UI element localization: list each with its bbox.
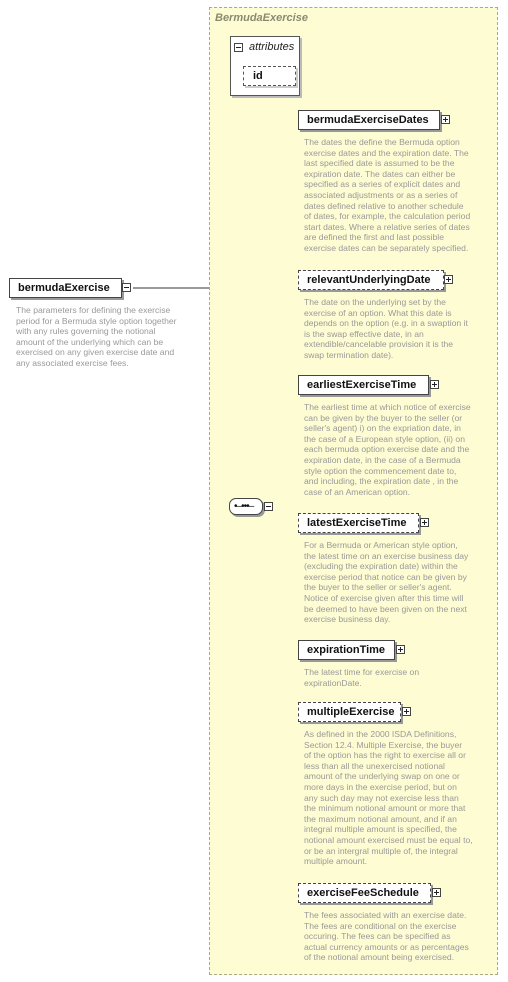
- attribute-id[interactable]: id: [243, 66, 296, 86]
- root-element-doc: The parameters for defining the exercise period for a Bermuda style option together with any rules governing the notional amount of the underlying which can be exercised on any given exercise date and any associated exercise fees.: [16, 305, 177, 368]
- attributes-label: attributes: [249, 41, 295, 53]
- element-doc: The latest time for exercise on expirationDate.: [304, 667, 420, 688]
- element-doc: The fees associated with an exercise date. The fees are conditional on the exercise occuring. The fees can be specified as actual currency amounts or as percentages of the notional amount being exercised.: [304, 910, 469, 963]
- element-doc: The earliest time at which notice of exercise can be given by the buyer to the seller (or seller's agent) i) on the expriation date, in the case of a European style option, (ii) on each bermuda option exercise date and the expiration date, in the case of a Bermuda style option the commencement date to, and including, the expiration date , in the case of an American option.: [304, 402, 471, 497]
- plus-box-icon[interactable]: [396, 645, 405, 654]
- element-exerciseFeeSchedule[interactable]: exerciseFeeSchedule: [298, 883, 431, 903]
- plus-box-icon[interactable]: [430, 380, 439, 389]
- plus-box-icon[interactable]: [444, 275, 453, 284]
- plus-box-icon[interactable]: [432, 888, 441, 897]
- plus-box-icon[interactable]: [441, 115, 450, 124]
- minus-box-icon[interactable]: [234, 43, 243, 52]
- root-element-bermudaExercise[interactable]: bermudaExercise: [9, 278, 122, 298]
- element-expirationTime[interactable]: expirationTime: [298, 640, 395, 660]
- minus-box-icon[interactable]: [264, 502, 273, 511]
- complex-type-title: BermudaExercise: [215, 12, 308, 24]
- plus-box-icon[interactable]: [402, 707, 411, 716]
- element-doc: The dates the define the Bermuda option exercise dates and the expiration date. The last specified date is assumed to be the expiration date. The dates can either be specified as a series of explicit dates and associated adjustments or as a series of dates defined relative to another schedule of dates, for example, the calculation period start dates. Where a relative series of dates are defined the first and last possible exercise dates can be separately specified.: [304, 137, 471, 253]
- element-multipleExercise[interactable]: multipleExercise: [298, 702, 401, 722]
- minus-box-icon[interactable]: [122, 283, 131, 292]
- element-doc: As defined in the 2000 ISDA Definitions, Section 12.4. Multiple Exercise, the buyer of the option has the right to exercise all or less than all the unexercised notional amount of the underlying swap on one or more days in the exercise period, but on any such day may not exercise less than the minimum notional amount or more that the maximum notional amount, and if an integral multiple amount is specified, the notional amount exercised must be equal to, or be an intergral multiple of, the integral multiple amount.: [304, 729, 473, 867]
- element-relevantUnderlyingDate[interactable]: relevantUnderlyingDate: [298, 270, 444, 290]
- element-doc: The date on the underlying set by the exercise of an option. What this date is depends on the option (e.g. in a swaption it is the swap effective date, in an extendible/cancelable provision it is the swap termination date).: [304, 297, 468, 360]
- element-latestExerciseTime[interactable]: latestExerciseTime: [298, 513, 419, 533]
- element-earliestExerciseTime[interactable]: earliestExerciseTime: [298, 375, 429, 395]
- element-bermudaExerciseDates[interactable]: bermudaExerciseDates: [298, 110, 440, 130]
- element-doc: For a Bermuda or American style option, the latest time on an exercise business day (excluding the expiration date) within the exercise period that notice can be given by the buyer to the seller or seller's agent. Notice of exercise given after this time will be deemed to have been given on the next exercise business day.: [304, 540, 469, 625]
- plus-box-icon[interactable]: [420, 518, 429, 527]
- sequence-compositor-icon[interactable]: •–•••–: [229, 498, 263, 515]
